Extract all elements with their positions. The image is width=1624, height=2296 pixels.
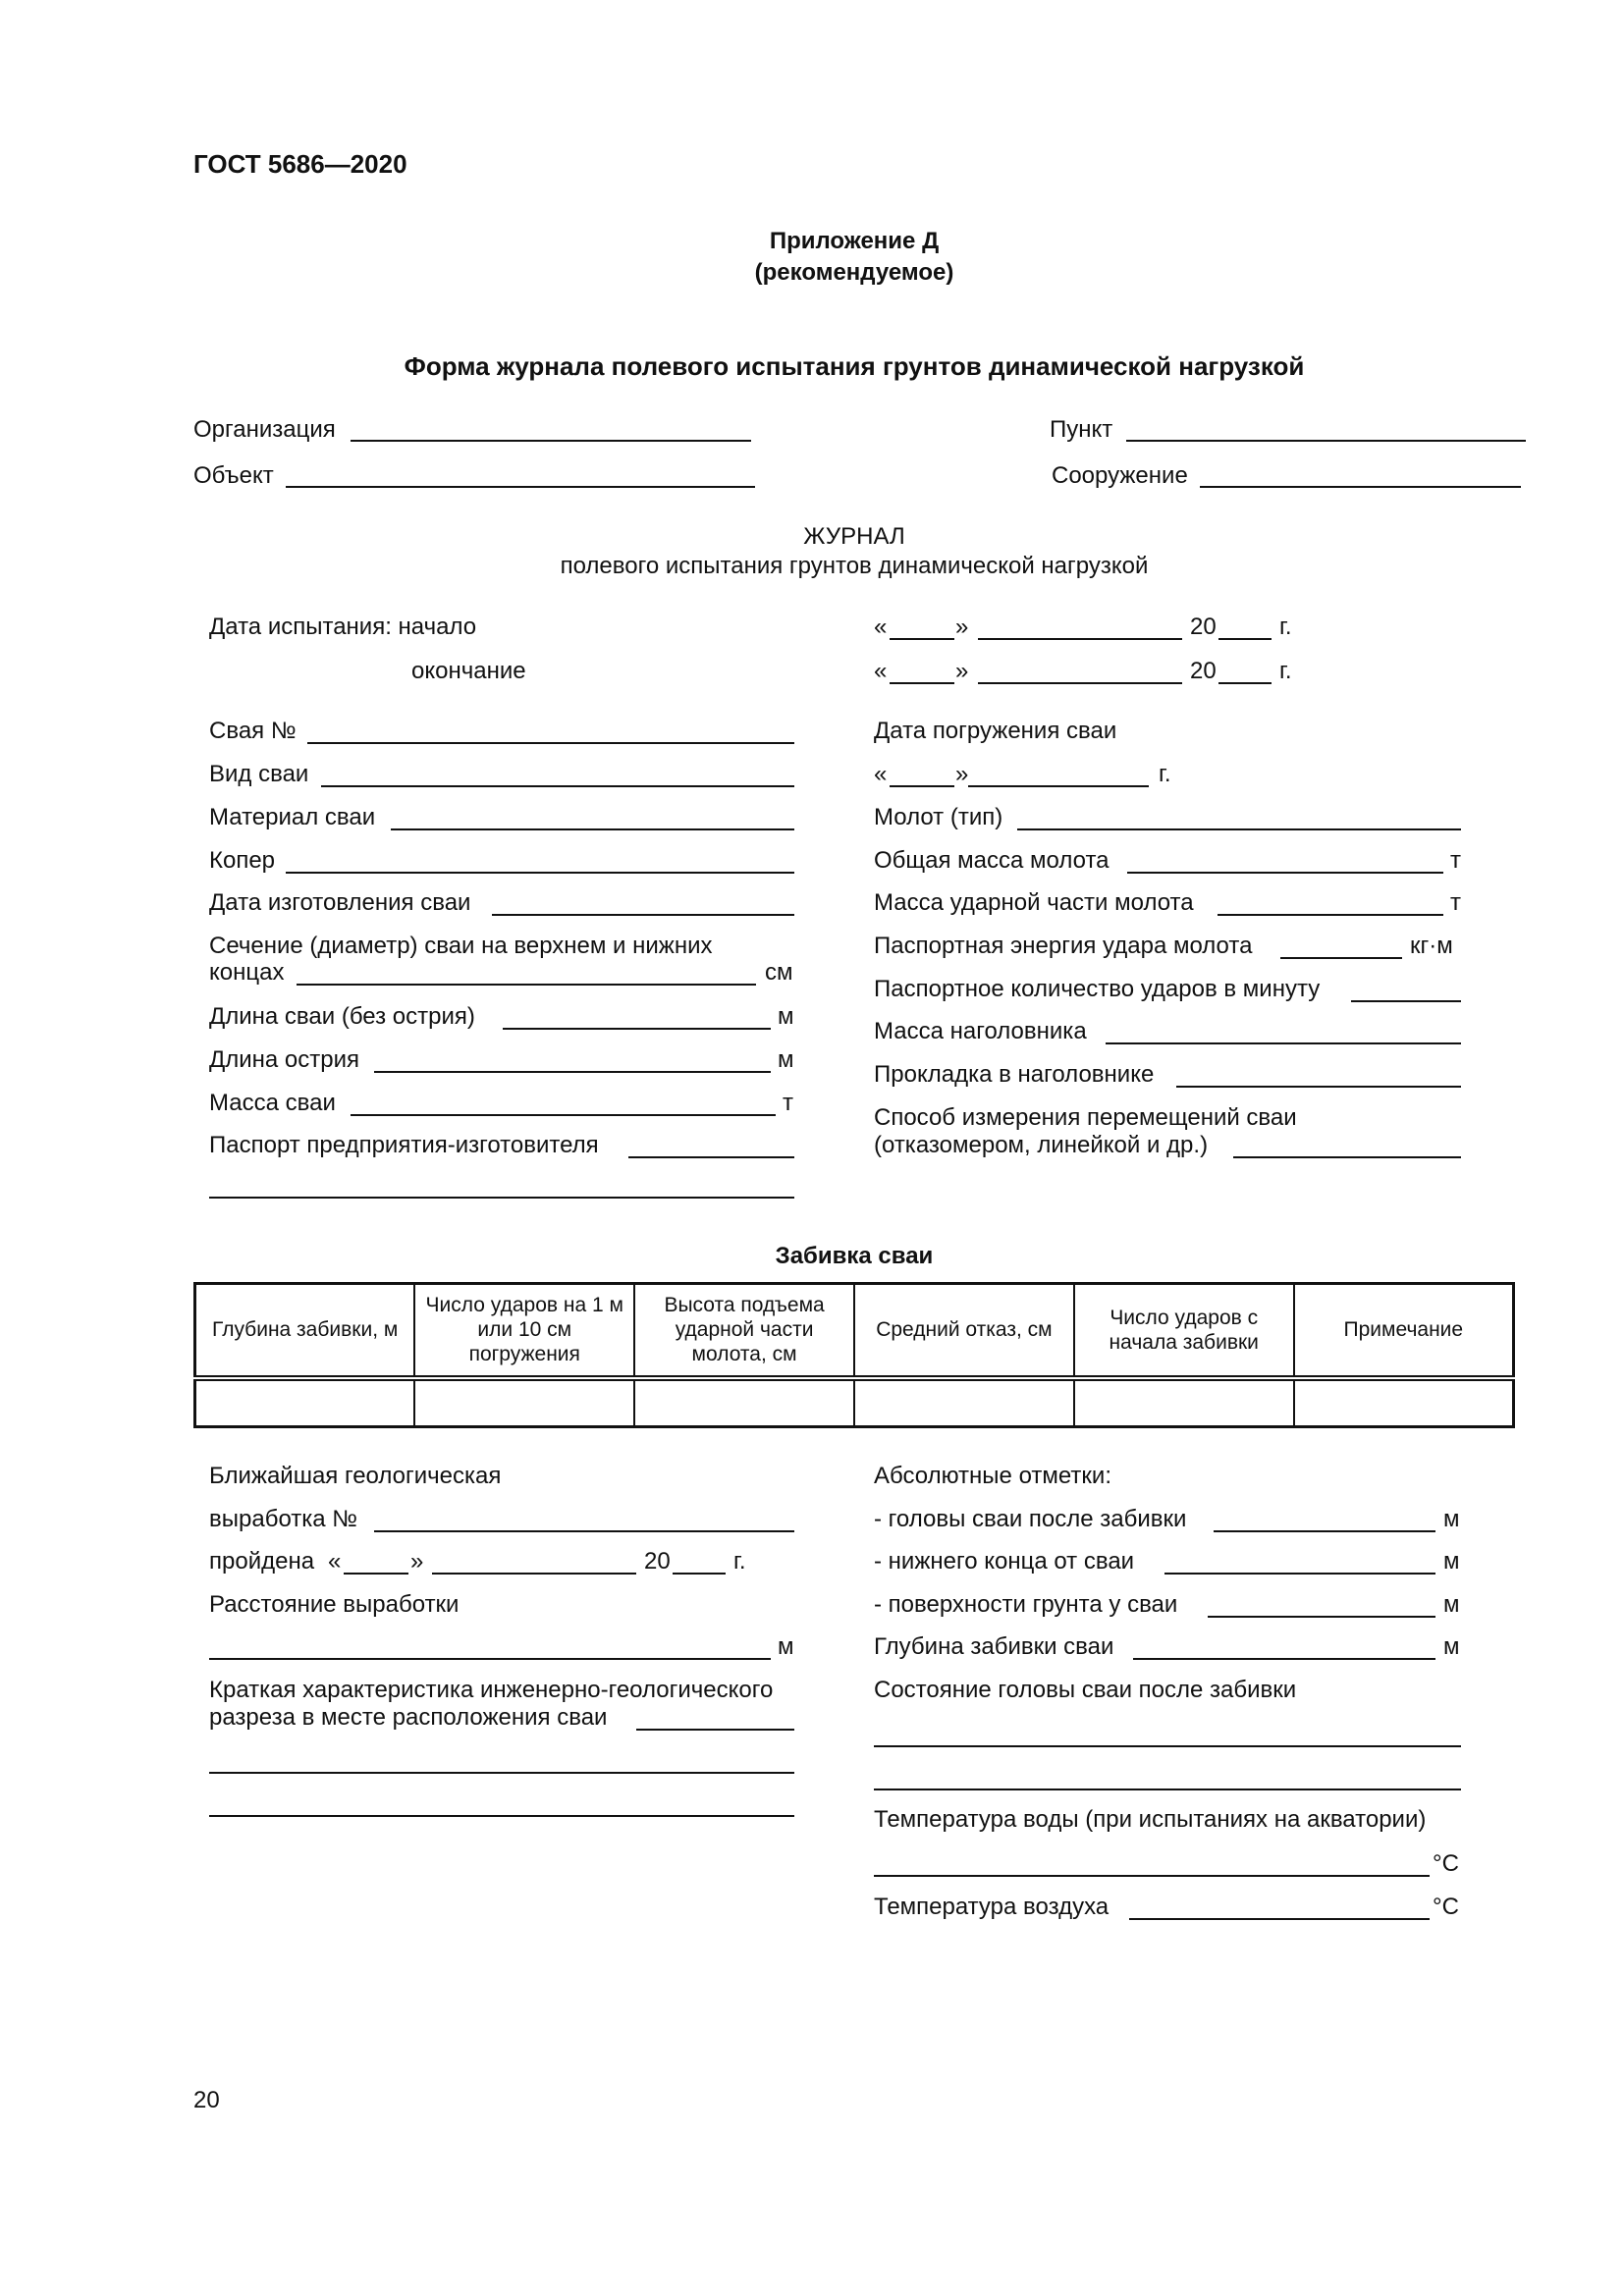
head-after-label: - головы сваи после забивки — [874, 1506, 1187, 1532]
page-number: 20 — [193, 2087, 220, 2113]
geo-label-line1: Ближайшая геологическая — [209, 1463, 502, 1489]
start-year-field[interactable] — [1218, 638, 1272, 640]
quote-close: » — [955, 614, 969, 640]
year-prefix: 20 — [1190, 658, 1217, 684]
pile-type-field[interactable] — [321, 785, 794, 787]
length-unit: м — [778, 1003, 794, 1030]
quote-close: » — [955, 761, 969, 787]
pile-material-label: Материал сваи — [209, 804, 376, 830]
length-field[interactable] — [503, 1028, 771, 1030]
ground-surface-field[interactable] — [1208, 1616, 1435, 1618]
head-state-field-line2[interactable] — [874, 1789, 1461, 1790]
pile-type-label: Вид сваи — [209, 761, 309, 787]
brief-label-line1: Краткая характеристика инженерно-геологического — [209, 1677, 774, 1703]
air-temp-label: Температура воздуха — [874, 1894, 1110, 1920]
table-header-row — [195, 1284, 1514, 1378]
driving-title: Забивка сваи — [775, 1243, 934, 1269]
lower-end-unit: м — [1443, 1548, 1460, 1575]
driver-label: Копер — [209, 847, 276, 874]
hammer-type-label: Молот (тип) — [874, 804, 1003, 830]
table-cell[interactable] — [854, 1378, 1074, 1427]
start-day-field[interactable] — [890, 638, 954, 640]
brief-label-line2: разреза в месте расположения сваи — [209, 1704, 608, 1731]
quote-close: » — [410, 1548, 424, 1575]
tip-length-unit: м — [778, 1046, 794, 1073]
hammer-mass-field[interactable] — [1127, 872, 1443, 874]
distance-unit: м — [778, 1633, 794, 1660]
passport-field-line2[interactable] — [209, 1197, 794, 1199]
driving-date-label: Дата погружения сваи — [874, 718, 1117, 744]
appendix-subtitle: (рекомендуемое) — [754, 259, 954, 286]
cap-pad-field[interactable] — [1176, 1086, 1461, 1088]
hammer-mass-unit: т — [1450, 847, 1461, 874]
quote-open: « — [874, 658, 888, 684]
passed-year-field[interactable] — [673, 1573, 726, 1575]
end-month-field[interactable] — [978, 682, 1182, 684]
appendix-title: Приложение Д — [769, 228, 940, 254]
distance-label: Расстояние выработки — [209, 1591, 460, 1618]
table-cell[interactable] — [1294, 1378, 1514, 1427]
start-month-field[interactable] — [978, 638, 1182, 640]
head-after-field[interactable] — [1214, 1530, 1435, 1532]
journal-title: ЖУРНАЛ — [803, 523, 905, 550]
passed-month-field[interactable] — [432, 1573, 636, 1575]
depth-label: Глубина забивки сваи — [874, 1633, 1114, 1660]
ground-surface-unit: м — [1443, 1591, 1460, 1618]
organization-field[interactable] — [351, 440, 751, 442]
quote-open: « — [874, 614, 888, 640]
column-header-average-set: Средний отказ, см — [854, 1284, 1074, 1378]
test-end-label: окончание — [411, 658, 526, 684]
column-header-total-blows: Число ударов с начала забивки — [1074, 1284, 1294, 1378]
table-cell[interactable] — [1074, 1378, 1294, 1427]
date-suffix: г. — [1159, 761, 1171, 787]
driving-day-field[interactable] — [890, 785, 954, 787]
end-year-field[interactable] — [1218, 682, 1272, 684]
table-cell[interactable] — [414, 1378, 634, 1427]
water-temp-label: Температура воды (при испытаниях на акватории) — [874, 1806, 1427, 1833]
ground-surface-label: - поверхности грунта у сваи — [874, 1591, 1178, 1618]
brief-field[interactable] — [636, 1729, 794, 1731]
blows-per-minute-label: Паспортное количество ударов в минуту — [874, 976, 1321, 1002]
journal-subtitle: полевого испытания грунтов динамической нагрузкой — [560, 553, 1149, 579]
cap-pad-label: Прокладка в наголовнике — [874, 1061, 1155, 1088]
passport-field[interactable] — [628, 1156, 794, 1158]
year-suffix: г. — [1279, 658, 1292, 684]
structure-label: Сооружение — [1052, 462, 1188, 489]
blows-per-minute-field[interactable] — [1351, 1000, 1461, 1002]
geo-no-field[interactable] — [374, 1530, 794, 1532]
document-code: ГОСТ 5686—2020 — [193, 149, 407, 179]
lower-end-label: - нижнего конца от сваи — [874, 1548, 1135, 1575]
object-field[interactable] — [286, 486, 755, 488]
depth-field[interactable] — [1133, 1658, 1435, 1660]
energy-unit: кг·м — [1410, 933, 1453, 959]
pile-no-field[interactable] — [307, 742, 794, 744]
column-header-depth: Глубина забивки, м — [195, 1284, 415, 1378]
passed-day-field[interactable] — [344, 1573, 408, 1575]
point-label: Пункт — [1050, 416, 1113, 443]
quote-close: » — [955, 658, 969, 684]
head-after-unit: м — [1443, 1506, 1460, 1532]
year-prefix: 20 — [644, 1548, 671, 1575]
quote-open: « — [328, 1548, 342, 1575]
column-header-ram-height: Высота подъема ударной части молота, см — [634, 1284, 854, 1378]
manufacture-date-label: Дата изготовления сваи — [209, 889, 471, 916]
form-title: Форма журнала полевого испытания грунтов динамической нагрузкой — [404, 351, 1305, 381]
hammer-type-field[interactable] — [1017, 828, 1461, 830]
cap-mass-label: Масса наголовника — [874, 1018, 1087, 1044]
object-label: Объект — [193, 462, 274, 489]
table-cell[interactable] — [195, 1378, 415, 1427]
head-state-field[interactable] — [874, 1745, 1461, 1747]
driving-table — [193, 1282, 1515, 1428]
water-temp-unit: °С — [1433, 1850, 1459, 1877]
manufacture-date-field[interactable] — [492, 914, 794, 916]
passport-label: Паспорт предприятия-изготовителя — [209, 1132, 599, 1158]
point-field[interactable] — [1126, 440, 1526, 442]
column-header-note: Примечание — [1294, 1284, 1514, 1378]
energy-field[interactable] — [1280, 957, 1402, 959]
mass-label: Масса сваи — [209, 1090, 336, 1116]
year-suffix: г. — [1279, 614, 1292, 640]
distance-field[interactable] — [209, 1658, 771, 1660]
driving-month-year-field[interactable] — [968, 785, 1149, 787]
mass-unit: т — [783, 1090, 793, 1116]
section-unit: см — [765, 959, 793, 986]
tip-length-label: Длина острия — [209, 1046, 360, 1073]
depth-unit: м — [1443, 1633, 1460, 1660]
lower-end-field[interactable] — [1164, 1573, 1435, 1575]
cap-mass-field[interactable] — [1106, 1042, 1461, 1044]
ram-mass-field[interactable] — [1218, 914, 1443, 916]
length-label: Длина сваи (без острия) — [209, 1003, 475, 1030]
pile-material-field[interactable] — [391, 828, 794, 830]
ram-mass-label: Масса ударной части молота — [874, 889, 1194, 916]
column-header-blows-per-interval: Число ударов на 1 м или 10 см погружения — [414, 1284, 634, 1378]
year-prefix: 20 — [1190, 614, 1217, 640]
table-cell[interactable] — [634, 1378, 854, 1427]
air-temp-field[interactable] — [1129, 1918, 1430, 1920]
mass-field[interactable] — [351, 1114, 776, 1116]
table-row — [195, 1378, 1514, 1427]
measure-label-line1: Способ измерения перемещений сваи — [874, 1104, 1297, 1131]
abs-marks-label: Абсолютные отметки: — [874, 1463, 1111, 1489]
pile-no-label: Свая № — [209, 718, 297, 744]
measure-field[interactable] — [1233, 1156, 1461, 1158]
quote-open: « — [874, 761, 888, 787]
brief-field-line2[interactable] — [209, 1772, 794, 1774]
tip-length-field[interactable] — [374, 1071, 771, 1073]
year-suffix: г. — [733, 1548, 746, 1575]
test-start-label: Дата испытания: начало — [209, 614, 477, 640]
structure-field[interactable] — [1200, 486, 1521, 488]
geo-label-line2: выработка № — [209, 1506, 358, 1532]
measure-label-line2: (отказомером, линейкой и др.) — [874, 1132, 1209, 1158]
driver-field[interactable] — [286, 872, 794, 874]
end-day-field[interactable] — [890, 682, 954, 684]
water-temp-field[interactable] — [874, 1875, 1430, 1877]
organization-label: Организация — [193, 416, 336, 443]
brief-field-line3[interactable] — [209, 1815, 794, 1817]
head-state-label: Состояние головы сваи после забивки — [874, 1677, 1297, 1703]
hammer-mass-label: Общая масса молота — [874, 847, 1110, 874]
energy-label: Паспортная энергия удара молота — [874, 933, 1253, 959]
ram-mass-unit: т — [1450, 889, 1461, 916]
section-label-line1: Сечение (диаметр) сваи на верхнем и нижних — [209, 933, 713, 959]
air-temp-unit: °С — [1433, 1894, 1459, 1920]
passed-label: пройдена — [209, 1548, 315, 1575]
section-label-line2: концах — [209, 959, 285, 986]
section-field[interactable] — [297, 984, 756, 986]
